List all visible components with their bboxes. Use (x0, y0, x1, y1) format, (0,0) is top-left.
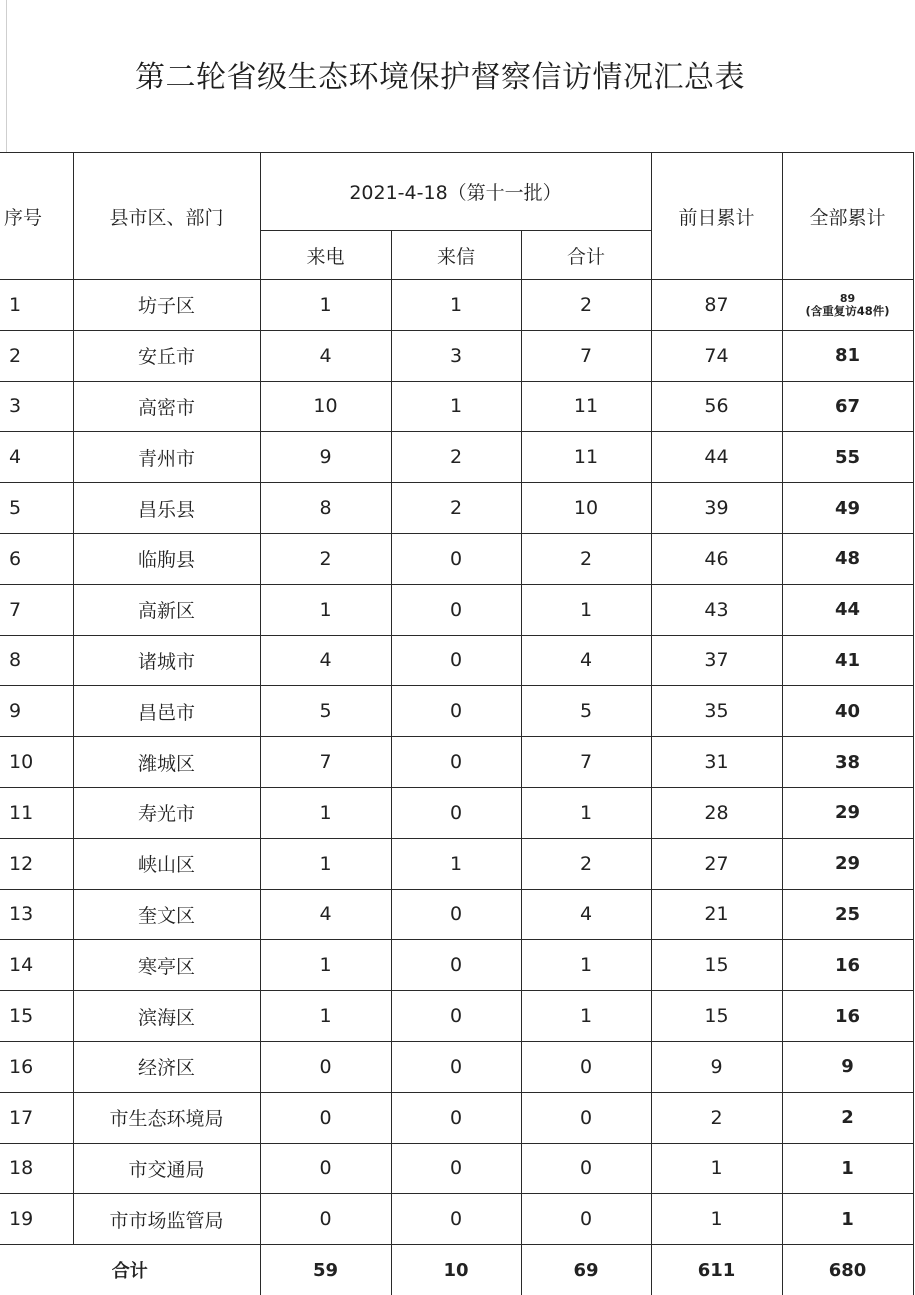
row-prev-total: 43 (651, 584, 782, 635)
table-row (0, 991, 913, 1042)
row-letters: 0 (391, 889, 521, 940)
row-prev-total: 15 (651, 991, 782, 1042)
sum-label: 合计 (0, 1245, 260, 1295)
row-all-total: 67 (782, 381, 913, 432)
row-index: 6 (0, 533, 73, 584)
row-dept-name: 高密市 (73, 381, 260, 432)
row-all-total: 16 (782, 991, 913, 1042)
row-prev-total: 1 (651, 1143, 782, 1194)
row-letters: 3 (391, 330, 521, 381)
header-batch: 2021-4-18（第十一批） (260, 153, 651, 231)
sum-row (0, 1245, 913, 1295)
row-prev-total: 39 (651, 483, 782, 534)
row-dept-name: 市生态环境局 (73, 1092, 260, 1143)
header-index: 序号 (0, 153, 73, 280)
row-letters: 0 (391, 1041, 521, 1092)
row-all-total: 2 (782, 1092, 913, 1143)
row-subtotal: 1 (521, 940, 651, 991)
row-all-total: 49 (782, 483, 913, 534)
row-all-total: 25 (782, 889, 913, 940)
row-index: 7 (0, 584, 73, 635)
row-dept-name: 诸城市 (73, 635, 260, 686)
row-letters: 2 (391, 432, 521, 483)
row-dept-name: 峡山区 (73, 838, 260, 889)
row-index: 5 (0, 483, 73, 534)
row-all-total: 1 (782, 1143, 913, 1194)
table-row (0, 483, 913, 534)
row-dept-name: 寿光市 (73, 787, 260, 838)
table-row (0, 533, 913, 584)
row-calls: 4 (260, 635, 391, 686)
row-calls: 2 (260, 533, 391, 584)
row-calls: 4 (260, 330, 391, 381)
row-dept-name: 青州市 (73, 432, 260, 483)
row-calls: 5 (260, 686, 391, 737)
row-letters: 0 (391, 584, 521, 635)
row-letters: 0 (391, 940, 521, 991)
row-letters: 0 (391, 686, 521, 737)
row-letters: 2 (391, 483, 521, 534)
row-subtotal: 7 (521, 737, 651, 788)
header-letters: 来信 (391, 231, 521, 280)
table-row (0, 584, 913, 635)
row-dept-name: 高新区 (73, 584, 260, 635)
row-index: 16 (0, 1041, 73, 1092)
table-row (0, 432, 913, 483)
header-all-total: 全部累计 (782, 153, 913, 280)
row-prev-total: 2 (651, 1092, 782, 1143)
row-prev-total: 1 (651, 1194, 782, 1245)
row-letters: 0 (391, 787, 521, 838)
row-all-total-note: (含重复访48件) (805, 303, 890, 318)
row-letters: 0 (391, 1143, 521, 1194)
row-prev-total: 44 (651, 432, 782, 483)
row-subtotal: 2 (521, 838, 651, 889)
row-prev-total: 56 (651, 381, 782, 432)
row-index: 11 (0, 787, 73, 838)
table-row (0, 940, 913, 991)
row-prev-total: 35 (651, 686, 782, 737)
row-subtotal: 5 (521, 686, 651, 737)
row-all-total (782, 280, 913, 331)
row-all-total: 1 (782, 1194, 913, 1245)
header-row-1 (0, 153, 913, 231)
row-prev-total: 87 (651, 280, 782, 331)
row-index: 2 (0, 330, 73, 381)
row-all-total: 81 (782, 330, 913, 381)
row-calls: 1 (260, 280, 391, 331)
table-row (0, 330, 913, 381)
row-calls: 1 (260, 787, 391, 838)
row-subtotal: 1 (521, 991, 651, 1042)
header-dept: 县市区、部门 (73, 153, 260, 280)
row-index: 19 (0, 1194, 73, 1245)
row-calls: 0 (260, 1092, 391, 1143)
row-index: 15 (0, 991, 73, 1042)
table-row (0, 838, 913, 889)
row-prev-total: 46 (651, 533, 782, 584)
row-letters: 1 (391, 381, 521, 432)
header-prev-total: 前日累计 (651, 153, 782, 280)
row-dept-name: 昌乐县 (73, 483, 260, 534)
row-subtotal: 11 (521, 381, 651, 432)
table-row (0, 787, 913, 838)
row-subtotal: 2 (521, 280, 651, 331)
row-dept-name: 奎文区 (73, 889, 260, 940)
row-calls: 0 (260, 1194, 391, 1245)
row-all-total-value: 89 (839, 291, 856, 305)
row-subtotal: 0 (521, 1041, 651, 1092)
row-calls: 1 (260, 584, 391, 635)
row-prev-total: 37 (651, 635, 782, 686)
row-dept-name: 经济区 (73, 1041, 260, 1092)
row-dept-name: 昌邑市 (73, 686, 260, 737)
row-index: 13 (0, 889, 73, 940)
row-letters: 0 (391, 533, 521, 584)
row-all-total: 44 (782, 584, 913, 635)
row-letters: 1 (391, 280, 521, 331)
row-subtotal: 0 (521, 1194, 651, 1245)
row-prev-total: 15 (651, 940, 782, 991)
header-calls: 来电 (260, 231, 391, 280)
row-all-total: 9 (782, 1041, 913, 1092)
row-subtotal: 0 (521, 1143, 651, 1194)
sum-letters: 10 (391, 1245, 521, 1295)
row-index: 10 (0, 737, 73, 788)
row-calls: 0 (260, 1041, 391, 1092)
table-row (0, 635, 913, 686)
row-all-total: 38 (782, 737, 913, 788)
row-index: 4 (0, 432, 73, 483)
table-row (0, 686, 913, 737)
row-subtotal: 4 (521, 635, 651, 686)
row-all-total: 40 (782, 686, 913, 737)
sum-calls: 59 (260, 1245, 391, 1295)
row-dept-name: 市市场监管局 (73, 1194, 260, 1245)
row-subtotal: 1 (521, 584, 651, 635)
row-index: 8 (0, 635, 73, 686)
row-calls: 1 (260, 991, 391, 1042)
sum-prev-total: 611 (651, 1245, 782, 1295)
row-calls: 4 (260, 889, 391, 940)
row-all-total: 29 (782, 838, 913, 889)
row-subtotal: 10 (521, 483, 651, 534)
row-calls: 1 (260, 940, 391, 991)
row-dept-name: 滨海区 (73, 991, 260, 1042)
row-dept-name: 潍城区 (73, 737, 260, 788)
row-letters: 0 (391, 635, 521, 686)
row-subtotal: 0 (521, 1092, 651, 1143)
row-letters: 0 (391, 1092, 521, 1143)
row-index: 1 (0, 280, 73, 331)
row-subtotal: 1 (521, 787, 651, 838)
row-calls: 10 (260, 381, 391, 432)
row-calls: 9 (260, 432, 391, 483)
row-prev-total: 31 (651, 737, 782, 788)
row-subtotal: 2 (521, 533, 651, 584)
row-index: 14 (0, 940, 73, 991)
sum-all-total: 680 (782, 1245, 913, 1295)
row-dept-name: 坊子区 (73, 280, 260, 331)
row-letters: 0 (391, 991, 521, 1042)
row-letters: 1 (391, 838, 521, 889)
row-prev-total: 28 (651, 787, 782, 838)
row-dept-name: 临朐县 (73, 533, 260, 584)
row-dept-name: 安丘市 (73, 330, 260, 381)
row-index: 3 (0, 381, 73, 432)
sum-subtotal: 69 (521, 1245, 651, 1295)
table-row (0, 1194, 913, 1245)
row-index: 18 (0, 1143, 73, 1194)
summary-table (0, 152, 914, 1295)
row-prev-total: 9 (651, 1041, 782, 1092)
row-letters: 0 (391, 737, 521, 788)
table-row (0, 1092, 913, 1143)
table-row (0, 280, 913, 331)
row-prev-total: 27 (651, 838, 782, 889)
row-all-total: 48 (782, 533, 913, 584)
table-row (0, 1143, 913, 1194)
table-row (0, 737, 913, 788)
row-letters: 0 (391, 1194, 521, 1245)
row-subtotal: 4 (521, 889, 651, 940)
row-all-total: 16 (782, 940, 913, 991)
row-all-total: 55 (782, 432, 913, 483)
row-calls: 8 (260, 483, 391, 534)
header-subtotal: 合计 (521, 231, 651, 280)
page-title: 第二轮省级生态环境保护督察信访情况汇总表 (135, 60, 745, 95)
row-subtotal: 11 (521, 432, 651, 483)
row-dept-name: 市交通局 (73, 1143, 260, 1194)
row-prev-total: 74 (651, 330, 782, 381)
row-index: 9 (0, 686, 73, 737)
row-index: 12 (0, 838, 73, 889)
row-all-total: 29 (782, 787, 913, 838)
row-calls: 7 (260, 737, 391, 788)
row-all-total: 41 (782, 635, 913, 686)
row-subtotal: 7 (521, 330, 651, 381)
row-calls: 0 (260, 1143, 391, 1194)
row-prev-total: 21 (651, 889, 782, 940)
table-row (0, 1041, 913, 1092)
table-row (0, 889, 913, 940)
row-dept-name: 寒亭区 (73, 940, 260, 991)
table-row (0, 381, 913, 432)
row-index: 17 (0, 1092, 73, 1143)
row-calls: 1 (260, 838, 391, 889)
